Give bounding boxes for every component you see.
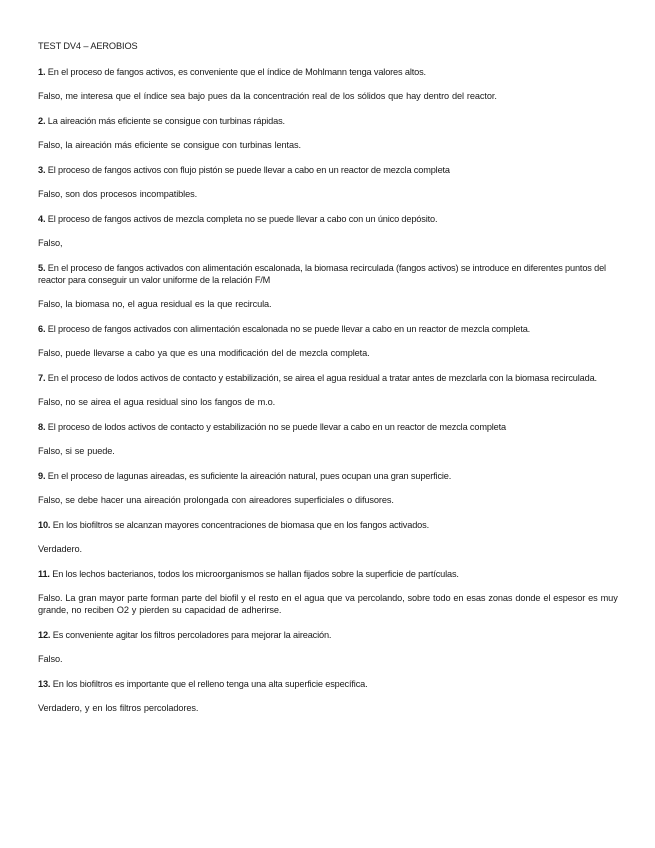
question-number: 11. — [38, 569, 50, 579]
answer-3: Falso, son dos procesos incompatibles. — [38, 189, 198, 199]
question-number: 7. — [38, 373, 46, 383]
answer-1: Falso, me interesa que el índice sea bajo pues da la concentración real de los sólidos que hay dentro del reactor. — [38, 91, 497, 101]
document-title: TEST DV4 – AEROBIOS — [38, 41, 138, 51]
answer-6: Falso, puede llevarse a cabo ya que es una modificación del de mezcla completa. — [38, 348, 370, 358]
answer-4: Falso, — [38, 238, 63, 248]
question-number: 6. — [38, 324, 46, 334]
question-text: En el proceso de lodos activos de contacto y estabilización, se airea el agua residual a tratar antes de mezclarla con la biomasa recirculada. — [47, 373, 597, 383]
question-text: El proceso de lodos activos de contacto y estabilización no se puede llevar a cabo en un reactor de mezcla completa — [47, 422, 507, 432]
question-text: En el proceso de lagunas aireadas, es suficiente la aireación natural, pues ocupan una gran superficie. — [47, 471, 452, 481]
answer-5: Falso, la biomasa no, el agua residual es la que recircula. — [38, 299, 272, 309]
question-number: 1. — [38, 67, 46, 77]
question-text: La aireación más eficiente se consigue con turbinas rápidas. — [47, 116, 285, 126]
document-body — [38, 40, 618, 727]
question-text: En el proceso de fangos activados con alimentación escalonada, la biomasa recirculada (fangos activos) se introduce en diferentes puntos del reactor para conseguir un valor uniforme de la relación F/M — [38, 263, 606, 285]
question-number: 8. — [38, 422, 46, 432]
question-number: 13. — [38, 679, 51, 689]
question-8 — [38, 421, 618, 433]
question-text: En el proceso de fangos activos, es conveniente que el índice de Mohlmann tenga valores altos. — [47, 67, 426, 77]
question-number: 3. — [38, 165, 46, 175]
question-2 — [38, 115, 618, 127]
question-number: 4. — [38, 214, 46, 224]
question-5 — [38, 262, 618, 286]
question-9 — [38, 470, 618, 482]
question-12 — [38, 629, 618, 641]
question-text: El proceso de fangos activos de mezcla completa no se puede llevar a cabo con un único depósito. — [47, 214, 438, 224]
question-text: El proceso de fangos activos con flujo pistón se puede llevar a cabo en un reactor de mezcla completa — [47, 165, 450, 175]
question-1 — [38, 66, 618, 78]
question-text: El proceso de fangos activados con alimentación escalonada no se puede llevar a cabo en un reactor de mezcla completa. — [47, 324, 531, 334]
question-text: Es conveniente agitar los filtros percoladores para mejorar la aireación. — [52, 630, 332, 640]
answer-13: Verdadero, y en los filtros percoladores. — [38, 703, 199, 713]
question-10 — [38, 519, 618, 531]
question-4 — [38, 213, 618, 225]
question-3 — [38, 164, 618, 176]
question-text: En los biofiltros se alcanzan mayores concentraciones de biomasa que en los fangos activados. — [52, 520, 429, 530]
answer-2: Falso, la aireación más eficiente se consigue con turbinas lentas. — [38, 140, 301, 150]
answer-7: Falso, no se airea el agua residual sino los fangos de m.o. — [38, 397, 276, 407]
answer-9: Falso, se debe hacer una aireación prolongada con aireadores superficiales o difusores. — [38, 495, 394, 505]
question-number: 2. — [38, 116, 46, 126]
question-7 — [38, 372, 618, 384]
question-text: En los lechos bacterianos, todos los microorganismos se hallan fijados sobre la superficie de partículas. — [52, 569, 459, 579]
answer-11: Falso. La gran mayor parte forman parte del biofil y el resto en el agua que va percolando, sobre todo en esas zonas donde el espesor es muy grande, no reciben O2 y pierden su capacidad de adherirse. — [38, 593, 618, 615]
question-number: 9. — [38, 471, 46, 481]
question-11 — [38, 568, 618, 580]
answer-8: Falso, si se puede. — [38, 446, 115, 456]
answer-12: Falso. — [38, 654, 63, 664]
answer-10: Verdadero. — [38, 544, 82, 554]
question-number: 5. — [38, 263, 46, 273]
question-13 — [38, 678, 618, 690]
question-number: 10. — [38, 520, 51, 530]
question-6 — [38, 323, 618, 335]
question-number: 12. — [38, 630, 51, 640]
question-text: En los biofiltros es importante que el relleno tenga una alta superficie específica. — [52, 679, 368, 689]
